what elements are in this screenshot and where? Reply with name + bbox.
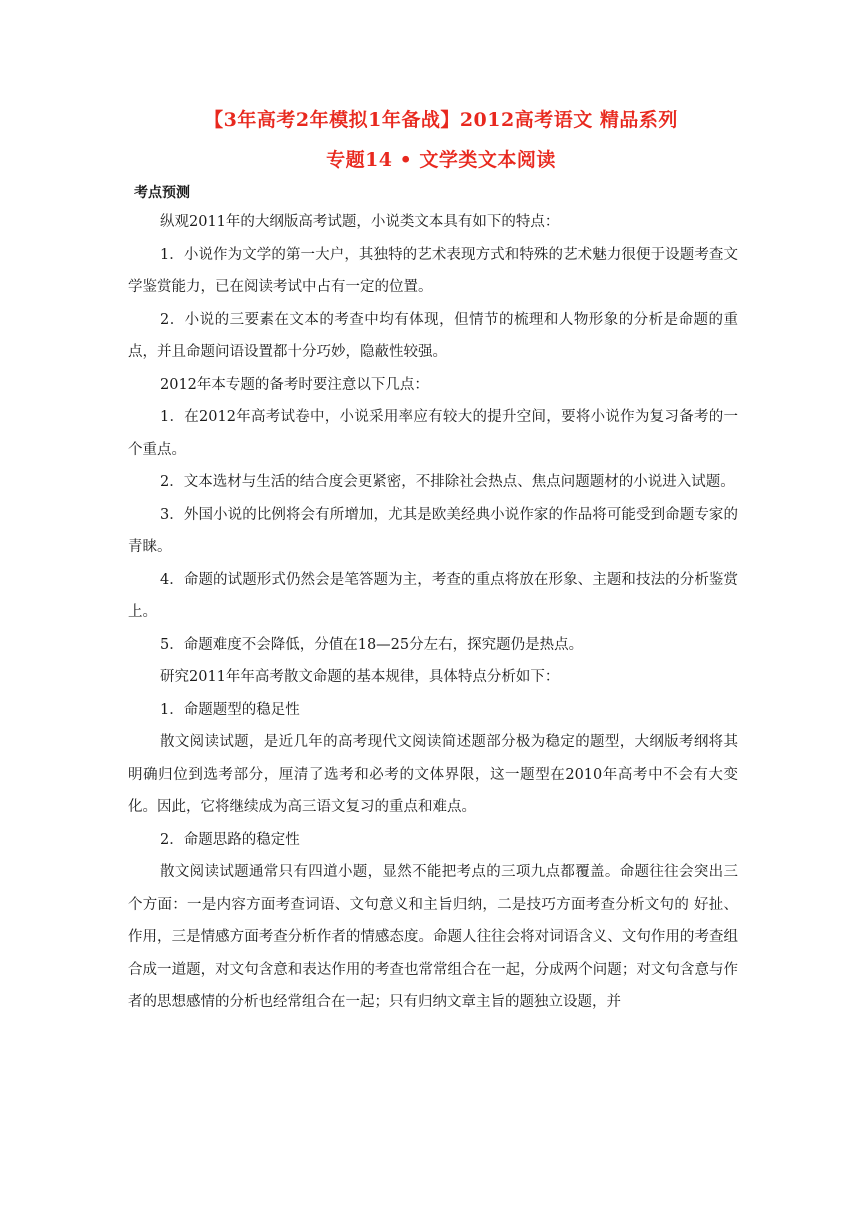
- paragraph: 2012年本专题的备考时要注意以下几点：: [160, 376, 429, 393]
- document-title: 【3年高考2年模拟1年备战】2012高考语文 精品系列: [204, 109, 678, 131]
- paragraph: 1．小说作为文学的第一大户，其独特的艺术表现方式和特殊的艺术魅力很便于设题考查文学鉴赏能力，已在阅读考试中占有一定的位置。: [128, 246, 738, 295]
- paragraph: 2．命题思路的稳定性: [160, 831, 300, 848]
- paragraph: 1．在2012年高考试卷中，小说采用率应有较大的提升空间，要将小说作为复习备考的一个重点。: [128, 409, 738, 458]
- document-body: [128, 180, 738, 1019]
- paragraph: 5．命题难度不会降低，分值在18—25分左右，探究题仍是热点。: [160, 636, 584, 653]
- paragraph: 散文阅读试题通常只有四道小题，显然不能把考点的三项九点都覆盖。命题往往会突出三个方面：一是内容方面考查词语、文句意义和主旨归纳，二是技巧方面考查分析文句的 好扯、作用，三是情感方面考查分析作者的情感态度。命题人往往会将对词语含义、文句作用的考查组合成一道题，对文句含意和表达作用的考查也常常组合在一起，分成两个问题；对文句含意与作者的思想感情的分析也经常组合在一起；只有归纳文章主旨的题独立设题，并: [128, 864, 738, 1010]
- paragraph: 2．小说的三要素在文本的考查中均有体现，但情节的梳理和人物形象的分析是命题的重点，并且命题问语设置都十分巧妙，隐蔽性较强。: [128, 311, 738, 360]
- paragraph: 2．文本选材与生活的结合度会更紧密，不排除社会热点、焦点问题题材的小说进入试题。: [160, 474, 735, 490]
- document-subtitle: 专题14 • 文学类文本阅读: [326, 149, 556, 171]
- paragraph: 1．命题题型的稳足性: [160, 701, 300, 718]
- paragraph: 研究2011年年高考散文命题的基本规律，具体特点分析如下：: [160, 669, 560, 685]
- paragraph: 散文阅读试题，是近几年的高考现代文阅读简述题部分极为稳定的题型，大纲版考纲将其明确归位到选考部分，厘清了选考和必考的文体界限，这一题型在2010年高考中不会有大变化。因此，它将继续成为高三语文复习的重点和难点。: [128, 734, 738, 815]
- section-heading: 考点预测: [134, 185, 190, 201]
- paragraph: 纵观2011年的大纲版高考试题，小说类文本具有如下的特点：: [160, 214, 560, 230]
- paragraph: 3．外国小说的比例将会有所增加，尤其是欧美经典小说作家的作品将可能受到命题专家的青睐。: [128, 506, 738, 555]
- paragraph: 4．命题的试题形式仍然会是笔答题为主，考查的重点将放在形象、主题和技法的分析鉴赏上。: [128, 571, 738, 620]
